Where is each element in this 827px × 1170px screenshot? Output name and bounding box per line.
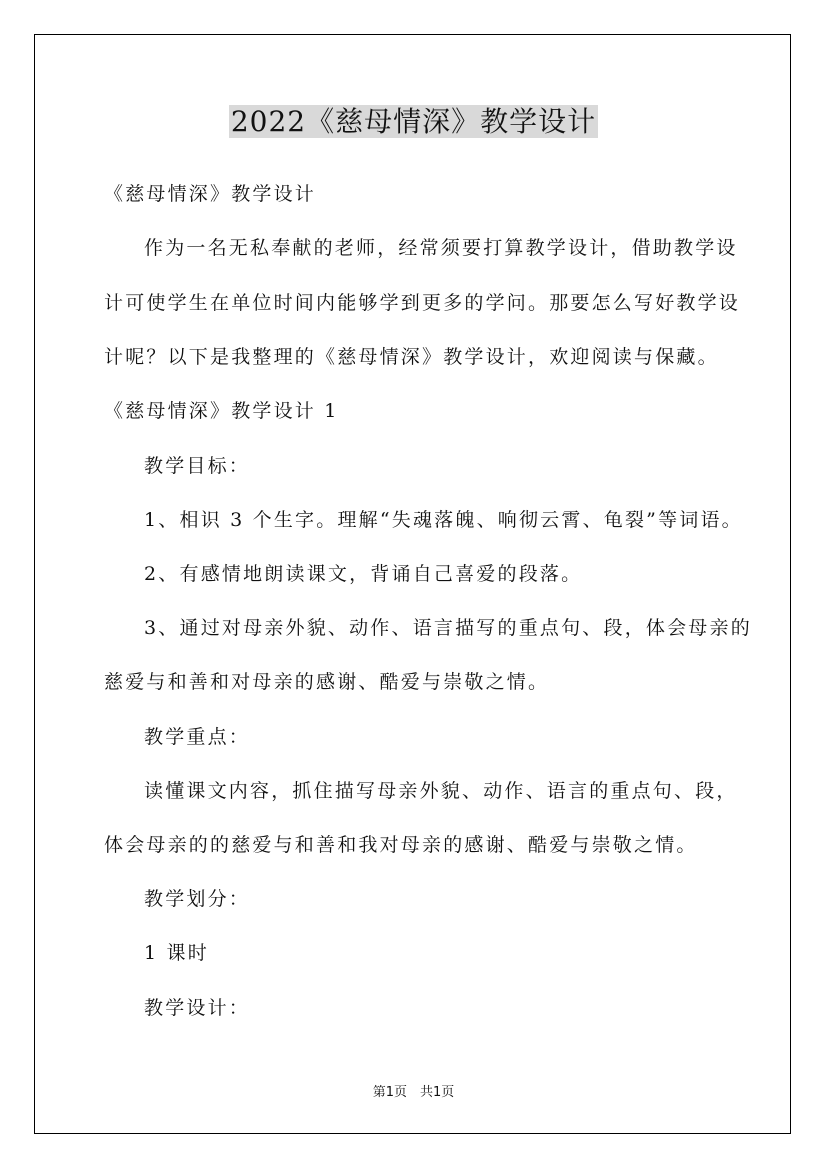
paragraph-line: 教学重点：	[144, 726, 251, 748]
paragraph-line: 读懂课文内容，抓住描写母亲外貌、动作、语言的重点句、段，	[144, 780, 738, 802]
section-heading: 《慈母情深》教学设计 1	[104, 400, 339, 422]
paragraph-line: 计呢？以下是我整理的《慈母情深》教学设计，欢迎阅读与保藏。	[104, 346, 719, 368]
paragraph-line: 1、相识 3 个生字。理解“失魂落魄、响彻云霄、龟裂”等词语。	[144, 509, 743, 531]
paragraph-line: 计可使学生在单位时间内能够学到更多的学问。那要怎么写好教学设	[104, 292, 741, 314]
paragraph-line: 作为一名无私奉献的老师，经常须要打算教学设计，借助教学设	[144, 237, 738, 259]
page-footer: 第1页 共1页	[372, 1085, 455, 1100]
paragraph-line: 体会母亲的的慈爱与和善和我对母亲的感谢、酷爱与崇敬之情。	[104, 834, 698, 856]
subtitle-line: 《慈母情深》教学设计	[104, 183, 317, 205]
document-title	[0, 100, 827, 144]
paragraph-line: 教学设计：	[144, 997, 251, 1019]
paragraph-line: 教学划分：	[144, 888, 251, 910]
paragraph-line: 3、通过对母亲外貌、动作、语言描写的重点句、段，体会母亲的	[144, 617, 752, 639]
paragraph-line: 教学目标：	[144, 455, 251, 477]
paragraph-line: 2、有感情地朗读课文，背诵自己喜爱的段落。	[144, 563, 583, 585]
document-title-text: 2022《慈母情深》教学设计	[230, 105, 597, 138]
paragraph-line: 慈爱与和善和对母亲的感谢、酷爱与崇敬之情。	[104, 671, 550, 693]
paragraph-line: 1 课时	[144, 942, 209, 964]
